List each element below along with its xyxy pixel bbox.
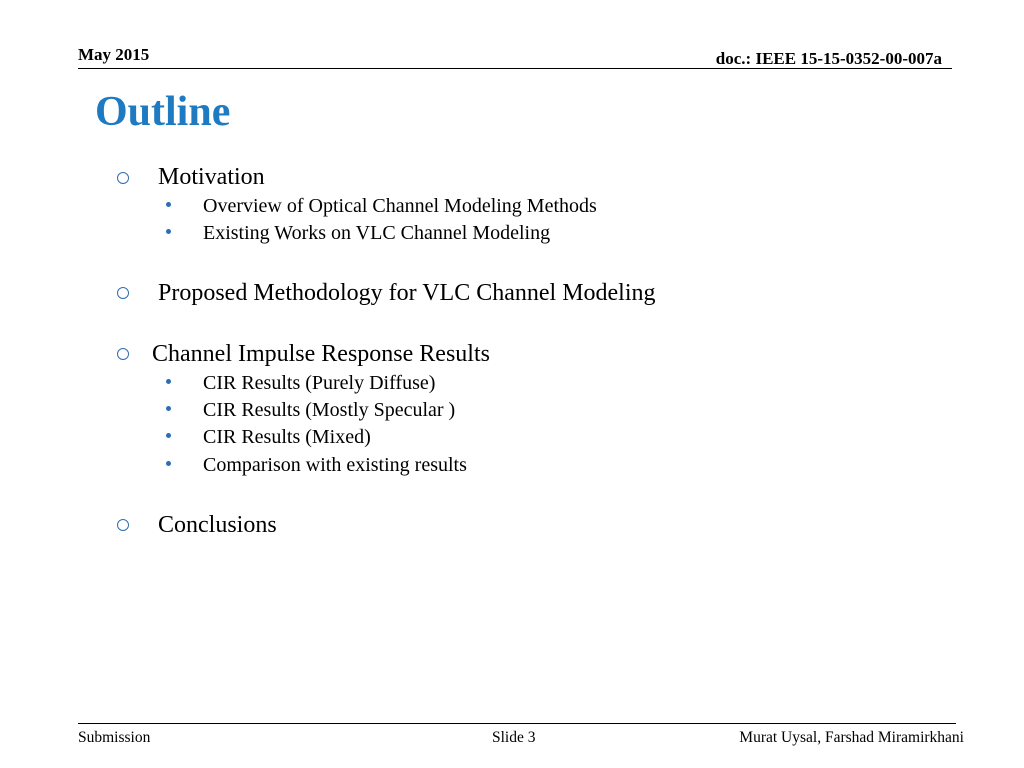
outline-item-cir: Channel Impulse Response Results (152, 341, 490, 367)
bullet-dot-icon (166, 202, 171, 207)
outline-subitem: Overview of Optical Channel Modeling Methods (203, 195, 597, 217)
hollow-circle-icon (117, 172, 129, 184)
outline-subitem: CIR Results (Purely Diffuse) (203, 372, 436, 394)
hollow-circle-icon (117, 287, 129, 299)
bullet-dot-icon (166, 406, 171, 411)
outline-item-methodology: Proposed Methodology for VLC Channel Modeling (158, 280, 656, 306)
outline-item-motivation: Motivation (158, 164, 265, 190)
footer-authors: Murat Uysal, Farshad Miramirkhani (739, 729, 964, 746)
bullet-dot-icon (166, 461, 171, 466)
header-doc-id: doc.: IEEE 15-15-0352-00-007a (715, 49, 942, 68)
outline-subitem: CIR Results (Mostly Specular ) (203, 399, 456, 421)
outline-subitem: Existing Works on VLC Channel Modeling (203, 222, 551, 244)
footer-slide-number: Slide 3 (492, 729, 536, 746)
outline-subitem: CIR Results (Mixed) (203, 426, 371, 448)
bullet-dot-icon (166, 433, 171, 438)
footer-submission: Submission (78, 729, 151, 746)
header-divider (78, 68, 952, 69)
slide-title: Outline (95, 89, 231, 135)
bullet-dot-icon (166, 229, 171, 234)
bullet-dot-icon (166, 379, 171, 384)
hollow-circle-icon (117, 519, 129, 531)
header-date: May 2015 (78, 45, 150, 64)
hollow-circle-icon (117, 348, 129, 360)
footer-divider (78, 723, 956, 724)
outline-item-conclusions: Conclusions (158, 512, 277, 538)
outline-subitem: Comparison with existing results (203, 454, 467, 476)
